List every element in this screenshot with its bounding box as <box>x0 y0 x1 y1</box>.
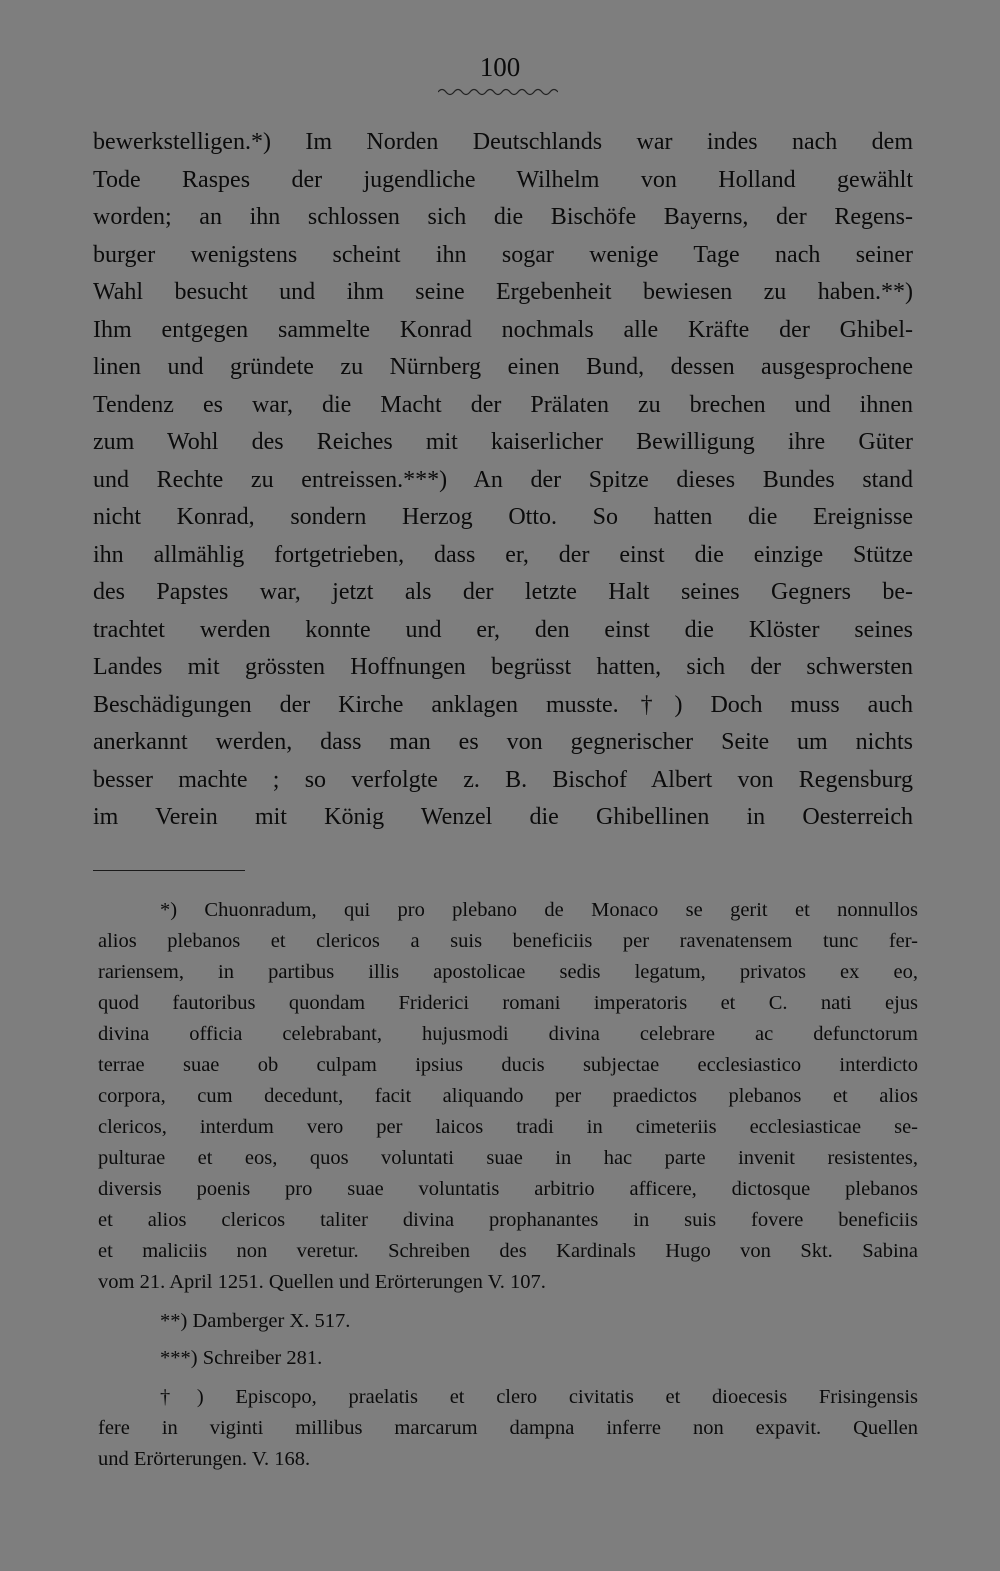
text-line: im Verein mit König Wenzel die Ghibellinen in Oesterreich <box>93 804 913 830</box>
footnote-line: quod fautoribus quondam Friderici romani imperatoris et C. nati ejus <box>98 992 918 1014</box>
text-line: Beschädigungen der Kirche anklagen musste.†) Doch muss auch <box>93 691 913 718</box>
footnote-separator <box>93 870 245 871</box>
text-line: besser machte ; so verfolgte z. B. Bischof Albert von Regensburg <box>93 766 913 793</box>
footnote-line: fere in viginti millibus marcarum dampna inferre non expavit. Quellen <box>98 1417 918 1439</box>
footnote-line: †) Episcopo, praelatis et clero civitatis et dioecesis Frisingensis <box>160 1386 918 1408</box>
text-line: Ihm entgegen sammelte Konrad nochmals alle Kräfte der Ghibel- <box>93 316 913 343</box>
text-line: anerkannt werden, dass man es von gegnerischer Seite um nichts <box>93 729 913 755</box>
text-line: des Papstes war, jetzt als der letzte Halt seines Gegners be- <box>93 579 913 605</box>
footnote-line: diversis poenis pro suae voluntatis arbitrio afficere, dictosque plebanos <box>98 1178 918 1200</box>
text-line: Tode Raspes der jugendliche Wilhelm von Holland gewählt <box>93 166 913 193</box>
text-line: nicht Konrad, sondern Herzog Otto. So hatten die Ereignisse <box>93 504 913 530</box>
header-ornament <box>438 86 558 96</box>
footnote-line: pulturae et eos, quos voluntati suae in hac parte invenit resistentes, <box>98 1147 918 1169</box>
text-line: Tendenz es war, die Macht der Prälaten zu brechen und ihnen <box>93 391 913 418</box>
footnote-line: *) Chuonradum, qui pro plebano de Monaco se gerit et nonnullos <box>160 899 918 921</box>
text-line: zum Wohl des Reiches mit kaiserlicher Bewilligung ihre Güter <box>93 429 913 455</box>
footnote-line: alios plebanos et clericos a suis beneficiis per ravenatensem tunc fer- <box>98 930 918 952</box>
footnote-line: et maliciis non veretur. Schreiben des Kardinals Hugo von Skt. Sabina <box>98 1240 918 1262</box>
text-line: burger wenigstens scheint ihn sogar wenige Tage nach seiner <box>93 241 913 268</box>
footnote-line: et alios clericos taliter divina prophanantes in suis fovere beneficiis <box>98 1209 918 1231</box>
footnote-line: vom 21. April 1251. Quellen und Erörterungen V. 107. <box>98 1271 546 1293</box>
text-line: worden; an ihn schlossen sich die Bischöfe Bayerns, der Regens- <box>93 204 913 230</box>
text-line: ihn allmählig fortgetrieben, dass er, der einst die einzige Stütze <box>93 541 913 568</box>
footnotes <box>98 895 918 1475</box>
page-number: 100 <box>479 52 521 82</box>
text-line: und Rechte zu entreissen.***) An der Spitze dieses Bundes stand <box>93 466 913 493</box>
footnote-line: divina officia celebrabant, hujusmodi divina celebrare ac defunctorum <box>98 1023 918 1045</box>
footnote-3: ***) Schreiber 281. <box>160 1347 323 1369</box>
text-line: trachtet werden konnte und er, den einst die Klöster seines <box>93 616 913 643</box>
text-line: Landes mit grössten Hoffnungen begrüsst hatten, sich der schwersten <box>93 654 913 680</box>
footnote-2: **) Damberger X. 517. <box>160 1310 351 1332</box>
text-line: bewerkstelligen.*) Im Norden Deutschlands war indes nach dem <box>93 129 913 155</box>
text-line: Wahl besucht und ihm seine Ergebenheit bewiesen zu haben.**) <box>93 279 913 305</box>
text-line: linen und gründete zu Nürnberg einen Bund, dessen ausgesprochene <box>93 354 913 380</box>
footnote-line: und Erörterungen. V. 168. <box>98 1448 311 1470</box>
main-text <box>93 124 913 837</box>
footnote-line: corpora, cum decedunt, facit aliquando per praedictos plebanos et alios <box>98 1085 918 1107</box>
footnote-line: clericos, interdum vero per laicos tradi in cimeteriis ecclesiasticae se- <box>98 1116 918 1138</box>
footnote-line: rariensem, in partibus illis apostolicae sedis legatum, privatos ex eo, <box>98 961 918 983</box>
footnote-line: terrae suae ob culpam ipsius ducis subjectae ecclesiastico interdicto <box>98 1054 918 1076</box>
